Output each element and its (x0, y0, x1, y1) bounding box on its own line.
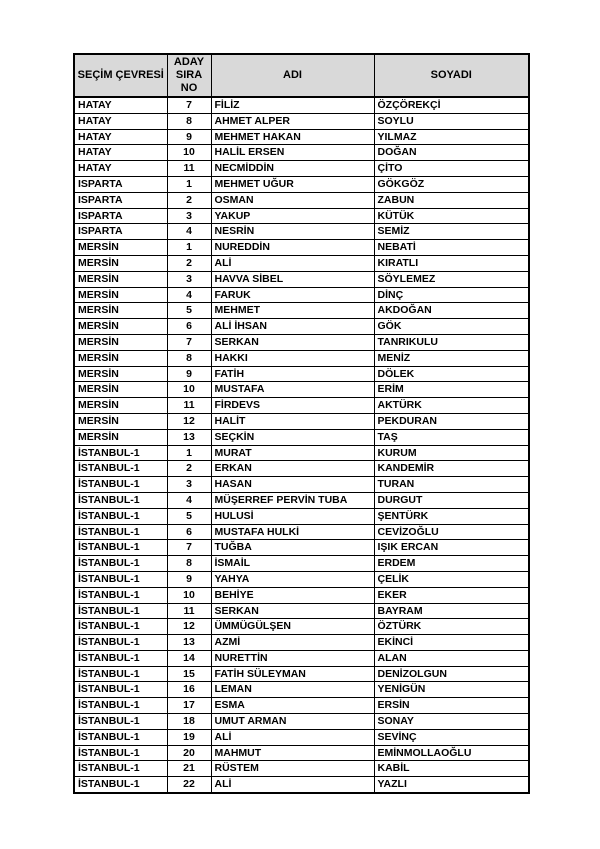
table-row (74, 714, 529, 730)
header-district: SEÇİM ÇEVRESİ (74, 54, 167, 97)
cell-order-no: 2 (167, 461, 211, 477)
cell-surname: TANRIKULU (374, 334, 529, 350)
cell-order-no: 2 (167, 192, 211, 208)
cell-surname: CEVİZOĞLU (374, 524, 529, 540)
table-row (74, 761, 529, 777)
table-row (74, 255, 529, 271)
cell-surname: DOĞAN (374, 145, 529, 161)
table-row (74, 303, 529, 319)
table-row (74, 556, 529, 572)
table-row (74, 698, 529, 714)
cell-first-name: MUSTAFA HULKİ (211, 524, 374, 540)
table-row (74, 745, 529, 761)
cell-surname: DÖLEK (374, 366, 529, 382)
cell-order-no: 2 (167, 255, 211, 271)
cell-surname: YAZLI (374, 777, 529, 793)
cell-order-no: 10 (167, 382, 211, 398)
table-row (74, 366, 529, 382)
table-row (74, 398, 529, 414)
cell-district: İSTANBUL-1 (74, 761, 167, 777)
cell-order-no: 8 (167, 556, 211, 572)
cell-surname: KÜTÜK (374, 208, 529, 224)
cell-order-no: 9 (167, 571, 211, 587)
cell-district: MERSİN (74, 255, 167, 271)
cell-first-name: SERKAN (211, 603, 374, 619)
table-row (74, 334, 529, 350)
cell-order-no: 22 (167, 777, 211, 793)
cell-first-name: ERKAN (211, 461, 374, 477)
cell-first-name: MAHMUT (211, 745, 374, 761)
cell-order-no: 3 (167, 271, 211, 287)
cell-order-no: 1 (167, 240, 211, 256)
table-row (74, 161, 529, 177)
cell-first-name: HALİL ERSEN (211, 145, 374, 161)
cell-surname: TURAN (374, 477, 529, 493)
cell-order-no: 3 (167, 477, 211, 493)
table-row (74, 603, 529, 619)
table-row (74, 540, 529, 556)
cell-first-name: SERKAN (211, 334, 374, 350)
cell-first-name: FATİH (211, 366, 374, 382)
cell-district: İSTANBUL-1 (74, 650, 167, 666)
cell-surname: SOYLU (374, 113, 529, 129)
cell-first-name: MUSTAFA (211, 382, 374, 398)
cell-district: ISPARTA (74, 208, 167, 224)
table-row (74, 587, 529, 603)
cell-district: MERSİN (74, 382, 167, 398)
cell-order-no: 12 (167, 413, 211, 429)
cell-surname: NEBATİ (374, 240, 529, 256)
cell-district: İSTANBUL-1 (74, 445, 167, 461)
table-row (74, 145, 529, 161)
table-row (74, 635, 529, 651)
table-row (74, 192, 529, 208)
cell-district: İSTANBUL-1 (74, 508, 167, 524)
cell-district: MERSİN (74, 398, 167, 414)
cell-surname: ZABUN (374, 192, 529, 208)
cell-district: İSTANBUL-1 (74, 571, 167, 587)
cell-first-name: UMUT ARMAN (211, 714, 374, 730)
cell-order-no: 7 (167, 540, 211, 556)
candidate-table-header (74, 54, 529, 97)
cell-first-name: BEHİYE (211, 587, 374, 603)
cell-order-no: 4 (167, 492, 211, 508)
cell-surname: KABİL (374, 761, 529, 777)
cell-district: HATAY (74, 97, 167, 113)
cell-first-name: ÜMMÜGÜLŞEN (211, 619, 374, 635)
table-row (74, 113, 529, 129)
cell-first-name: MEHMET (211, 303, 374, 319)
cell-surname: AKDOĞAN (374, 303, 529, 319)
cell-order-no: 6 (167, 524, 211, 540)
cell-order-no: 10 (167, 587, 211, 603)
table-row (74, 492, 529, 508)
table-row (74, 461, 529, 477)
cell-surname: SONAY (374, 714, 529, 730)
cell-first-name: ALİ (211, 729, 374, 745)
cell-surname: KANDEMİR (374, 461, 529, 477)
cell-order-no: 20 (167, 745, 211, 761)
cell-surname: ÇİTO (374, 161, 529, 177)
table-row (74, 240, 529, 256)
table-row (74, 287, 529, 303)
table-row (74, 129, 529, 145)
table-row (74, 429, 529, 445)
cell-surname: ERDEM (374, 556, 529, 572)
candidate-table (73, 53, 530, 794)
cell-first-name: RÜSTEM (211, 761, 374, 777)
table-row (74, 682, 529, 698)
cell-district: İSTANBUL-1 (74, 524, 167, 540)
cell-first-name: HULUSİ (211, 508, 374, 524)
cell-surname: PEKDURAN (374, 413, 529, 429)
cell-district: İSTANBUL-1 (74, 635, 167, 651)
cell-order-no: 13 (167, 429, 211, 445)
cell-district: MERSİN (74, 366, 167, 382)
cell-order-no: 1 (167, 445, 211, 461)
table-row (74, 445, 529, 461)
cell-district: İSTANBUL-1 (74, 777, 167, 793)
cell-surname: DURGUT (374, 492, 529, 508)
cell-surname: IŞIK ERCAN (374, 540, 529, 556)
cell-district: İSTANBUL-1 (74, 619, 167, 635)
table-row (74, 508, 529, 524)
cell-district: İSTANBUL-1 (74, 745, 167, 761)
header-order-no: ADAY SIRA NO (167, 54, 211, 97)
cell-first-name: ALİ (211, 777, 374, 793)
table-row (74, 666, 529, 682)
cell-order-no: 13 (167, 635, 211, 651)
cell-district: ISPARTA (74, 224, 167, 240)
cell-surname: DENİZOLGUN (374, 666, 529, 682)
table-row (74, 650, 529, 666)
header-surname: SOYADI (374, 54, 529, 97)
cell-first-name: MEHMET HAKAN (211, 129, 374, 145)
cell-first-name: YAHYA (211, 571, 374, 587)
cell-district: HATAY (74, 161, 167, 177)
cell-first-name: AZMİ (211, 635, 374, 651)
cell-surname: YENİGÜN (374, 682, 529, 698)
cell-district: MERSİN (74, 334, 167, 350)
cell-order-no: 9 (167, 129, 211, 145)
cell-district: MERSİN (74, 271, 167, 287)
cell-order-no: 4 (167, 224, 211, 240)
cell-surname: ÖZÇÖREKÇİ (374, 97, 529, 113)
cell-first-name: AHMET ALPER (211, 113, 374, 129)
cell-surname: SEVİNÇ (374, 729, 529, 745)
cell-surname: TAŞ (374, 429, 529, 445)
candidate-table-body (74, 97, 529, 793)
cell-first-name: HALİT (211, 413, 374, 429)
cell-order-no: 8 (167, 113, 211, 129)
cell-order-no: 11 (167, 603, 211, 619)
cell-order-no: 5 (167, 303, 211, 319)
table-row (74, 619, 529, 635)
cell-district: İSTANBUL-1 (74, 540, 167, 556)
table-row (74, 729, 529, 745)
cell-first-name: OSMAN (211, 192, 374, 208)
cell-district: MERSİN (74, 319, 167, 335)
cell-order-no: 12 (167, 619, 211, 635)
cell-order-no: 15 (167, 666, 211, 682)
cell-district: HATAY (74, 129, 167, 145)
cell-order-no: 4 (167, 287, 211, 303)
cell-district: İSTANBUL-1 (74, 492, 167, 508)
cell-order-no: 19 (167, 729, 211, 745)
cell-order-no: 17 (167, 698, 211, 714)
cell-order-no: 7 (167, 334, 211, 350)
table-row (74, 477, 529, 493)
cell-surname: EKER (374, 587, 529, 603)
cell-surname: SEMİZ (374, 224, 529, 240)
cell-district: ISPARTA (74, 176, 167, 192)
cell-first-name: MEHMET UĞUR (211, 176, 374, 192)
cell-surname: ŞENTÜRK (374, 508, 529, 524)
table-row (74, 524, 529, 540)
cell-district: HATAY (74, 145, 167, 161)
cell-first-name: HASAN (211, 477, 374, 493)
cell-district: İSTANBUL-1 (74, 682, 167, 698)
cell-district: ISPARTA (74, 192, 167, 208)
cell-surname: SÖYLEMEZ (374, 271, 529, 287)
cell-surname: EKİNCİ (374, 635, 529, 651)
table-row (74, 382, 529, 398)
cell-first-name: FARUK (211, 287, 374, 303)
table-row (74, 319, 529, 335)
cell-order-no: 21 (167, 761, 211, 777)
cell-first-name: FİLİZ (211, 97, 374, 113)
cell-surname: ALAN (374, 650, 529, 666)
cell-first-name: ESMA (211, 698, 374, 714)
cell-district: İSTANBUL-1 (74, 587, 167, 603)
cell-order-no: 11 (167, 398, 211, 414)
cell-district: İSTANBUL-1 (74, 698, 167, 714)
cell-surname: BAYRAM (374, 603, 529, 619)
cell-first-name: İSMAİL (211, 556, 374, 572)
table-row (74, 571, 529, 587)
cell-district: MERSİN (74, 287, 167, 303)
cell-district: İSTANBUL-1 (74, 477, 167, 493)
cell-surname: KURUM (374, 445, 529, 461)
table-row (74, 224, 529, 240)
header-row (74, 54, 529, 97)
cell-first-name: NECMİDDİN (211, 161, 374, 177)
cell-surname: GÖK (374, 319, 529, 335)
cell-first-name: MURAT (211, 445, 374, 461)
cell-surname: MENİZ (374, 350, 529, 366)
cell-district: İSTANBUL-1 (74, 556, 167, 572)
cell-first-name: MÜŞERREF PERVİN TUBA (211, 492, 374, 508)
cell-district: MERSİN (74, 303, 167, 319)
cell-surname: ÖZTÜRK (374, 619, 529, 635)
table-row (74, 777, 529, 793)
cell-district: MERSİN (74, 350, 167, 366)
cell-district: İSTANBUL-1 (74, 714, 167, 730)
cell-surname: ERSİN (374, 698, 529, 714)
cell-first-name: TUĞBA (211, 540, 374, 556)
cell-surname: ÇELİK (374, 571, 529, 587)
cell-surname: YILMAZ (374, 129, 529, 145)
cell-surname: EMİNMOLLAOĞLU (374, 745, 529, 761)
cell-order-no: 6 (167, 319, 211, 335)
cell-first-name: HAKKI (211, 350, 374, 366)
cell-first-name: NUREDDİN (211, 240, 374, 256)
cell-order-no: 5 (167, 508, 211, 524)
cell-first-name: LEMAN (211, 682, 374, 698)
cell-district: MERSİN (74, 413, 167, 429)
cell-surname: DİNÇ (374, 287, 529, 303)
cell-order-no: 9 (167, 366, 211, 382)
cell-order-no: 1 (167, 176, 211, 192)
cell-order-no: 3 (167, 208, 211, 224)
cell-first-name: FATİH SÜLEYMAN (211, 666, 374, 682)
cell-surname: ERİM (374, 382, 529, 398)
cell-surname: AKTÜRK (374, 398, 529, 414)
cell-district: MERSİN (74, 240, 167, 256)
cell-district: MERSİN (74, 429, 167, 445)
table-row (74, 413, 529, 429)
cell-district: HATAY (74, 113, 167, 129)
cell-order-no: 7 (167, 97, 211, 113)
table-row (74, 176, 529, 192)
cell-first-name: FİRDEVS (211, 398, 374, 414)
cell-first-name: YAKUP (211, 208, 374, 224)
cell-district: İSTANBUL-1 (74, 729, 167, 745)
cell-order-no: 18 (167, 714, 211, 730)
cell-surname: KIRATLI (374, 255, 529, 271)
cell-first-name: HAVVA SİBEL (211, 271, 374, 287)
header-first-name: ADI (211, 54, 374, 97)
cell-district: İSTANBUL-1 (74, 461, 167, 477)
table-row (74, 97, 529, 113)
cell-first-name: NESRİN (211, 224, 374, 240)
cell-district: İSTANBUL-1 (74, 666, 167, 682)
cell-first-name: NURETTİN (211, 650, 374, 666)
cell-order-no: 11 (167, 161, 211, 177)
cell-order-no: 16 (167, 682, 211, 698)
table-row (74, 208, 529, 224)
cell-district: İSTANBUL-1 (74, 603, 167, 619)
cell-first-name: ALİ (211, 255, 374, 271)
cell-order-no: 10 (167, 145, 211, 161)
cell-first-name: SEÇKİN (211, 429, 374, 445)
cell-first-name: ALİ İHSAN (211, 319, 374, 335)
cell-surname: GÖKGÖZ (374, 176, 529, 192)
table-row (74, 350, 529, 366)
cell-order-no: 8 (167, 350, 211, 366)
table-row (74, 271, 529, 287)
cell-order-no: 14 (167, 650, 211, 666)
